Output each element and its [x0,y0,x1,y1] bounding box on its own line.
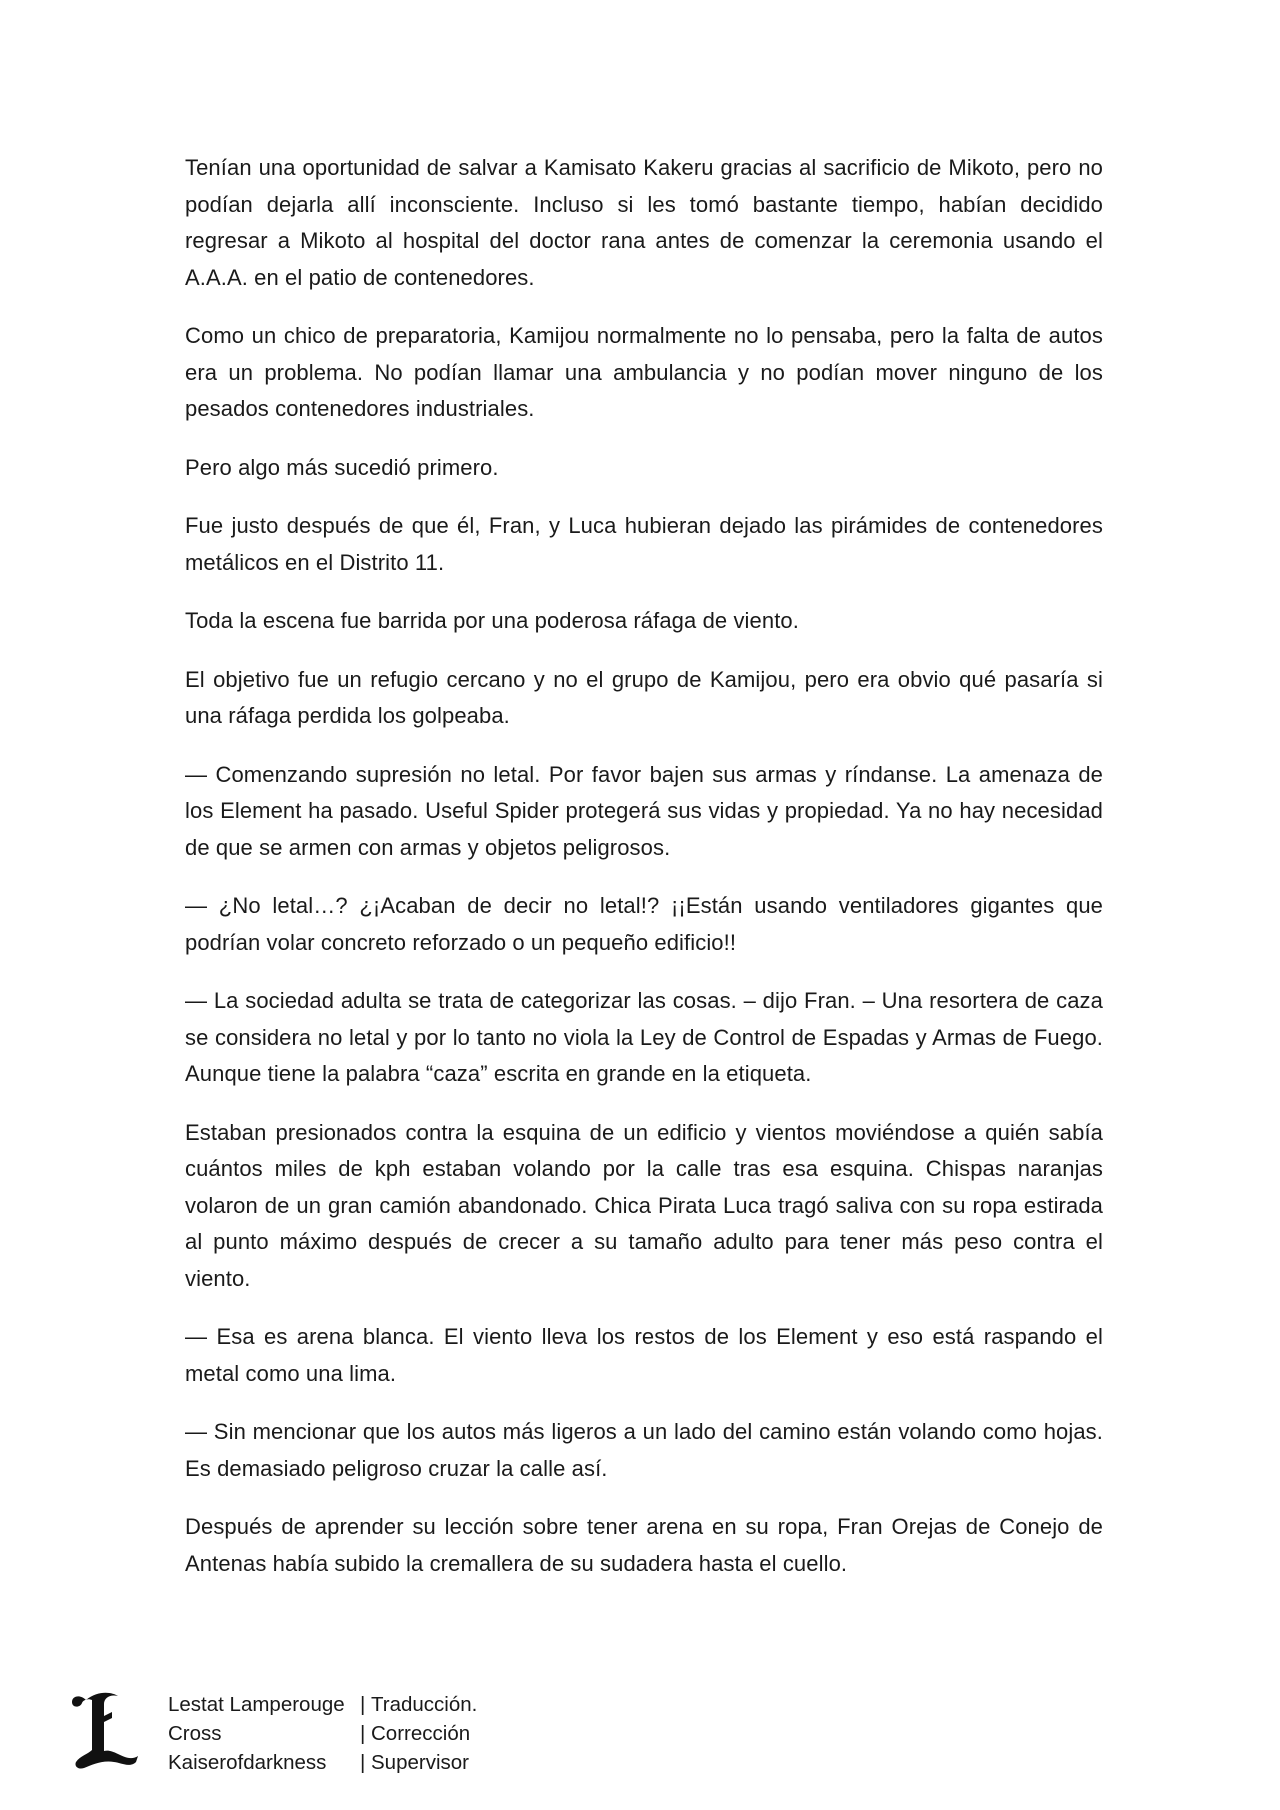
gothic-letter-l-logo-icon [68,1690,140,1772]
paragraph: — Comenzando supresión no letal. Por favor bajen sus armas y ríndanse. La amenaza de los Element ha pasado. Useful Spider protegerá sus vidas y propiedad. Ya no hay necesidad de que se armen con armas y objetos peligrosos. [185,761,1103,860]
credit-role: Supervisor [371,1751,469,1774]
paragraph: Estaban presionados contra la esquina de un edificio y vientos moviéndose a quién sabía cuántos miles de kph estaban volando por la calle tras esa esquina. Chispas naranjas volaron de un gran camión abandonado. Chica Pirata Luca tragó saliva con su ropa estirada al punto máximo después de crecer a su tamaño adulto para tener más peso contra el viento. [185,1119,1103,1291]
paragraph: — Esa es arena blanca. El viento lleva los restos de los Element y eso está raspando el metal como una lima. [185,1324,1103,1386]
paragraph: Pero algo más sucedió primero. [185,454,499,480]
credit-name: Kaiserofdarkness [168,1751,327,1774]
credit-role: Traducción. [371,1693,478,1716]
paragraph: El objetivo fue un refugio cercano y no el grupo de Kamijou, pero era obvio qué pasaría si una ráfaga perdida los golpeaba. [185,666,1103,728]
footer [68,1690,668,1790]
credit-name: Lestat Lamperouge [168,1693,345,1716]
credit-separator: | [360,1693,366,1716]
credit-row [168,1719,477,1748]
paragraph: — ¿No letal…? ¿¡Acaban de decir no letal!? ¡¡Están usando ventiladores gigantes que podrían volar concreto reforzado o un pequeño edificio!! [185,893,1103,955]
credit-row [168,1748,477,1777]
credit-separator: | [360,1722,366,1745]
credit-separator: | [360,1751,366,1774]
credit-role: Corrección [371,1722,471,1745]
paragraph: — La sociedad adulta se trata de categorizar las cosas. – dijo Fran. – Una resortera de caza se considera no letal y por lo tanto no viola la Ley de Control de Espadas y Armas de Fuego. Aunque tiene la palabra “caza” escrita en grande en la etiqueta. [185,988,1103,1086]
credit-row [168,1690,477,1719]
paragraph: Toda la escena fue barrida por una poderosa ráfaga de viento. [185,608,799,633]
credit-name: Cross [168,1722,222,1745]
credits [168,1690,477,1777]
paragraph: — Sin mencionar que los autos más ligeros a un lado del camino están volando como hojas. Es demasiado peligroso cruzar la calle así. [185,1419,1103,1481]
paragraph: Fue justo después de que él, Fran, y Luca hubieran dejado las pirámides de contenedores metálicos en el Distrito 11. [185,513,1103,575]
paragraph: Tenían una oportunidad de salvar a Kamisato Kakeru gracias al sacrificio de Mikoto, pero no podían dejarla allí inconsciente. Incluso si les tomó bastante tiempo, habían decidido regresar a Mikoto al hospital del doctor rana antes de comenzar la ceremonia usando el A.A.A. en el patio de contenedores. [185,155,1103,290]
paragraph: Como un chico de preparatoria, Kamijou normalmente no lo pensaba, pero la falta de autos era un problema. No podían llamar una ambulancia y no podían mover ninguno de los pesados contenedores industriales. [185,323,1103,421]
page-body [185,150,1103,1604]
paragraph: Después de aprender su lección sobre tener arena en su ropa, Fran Orejas de Conejo de Antenas había subido la cremallera de su sudadera hasta el cuello. [185,1514,1103,1576]
